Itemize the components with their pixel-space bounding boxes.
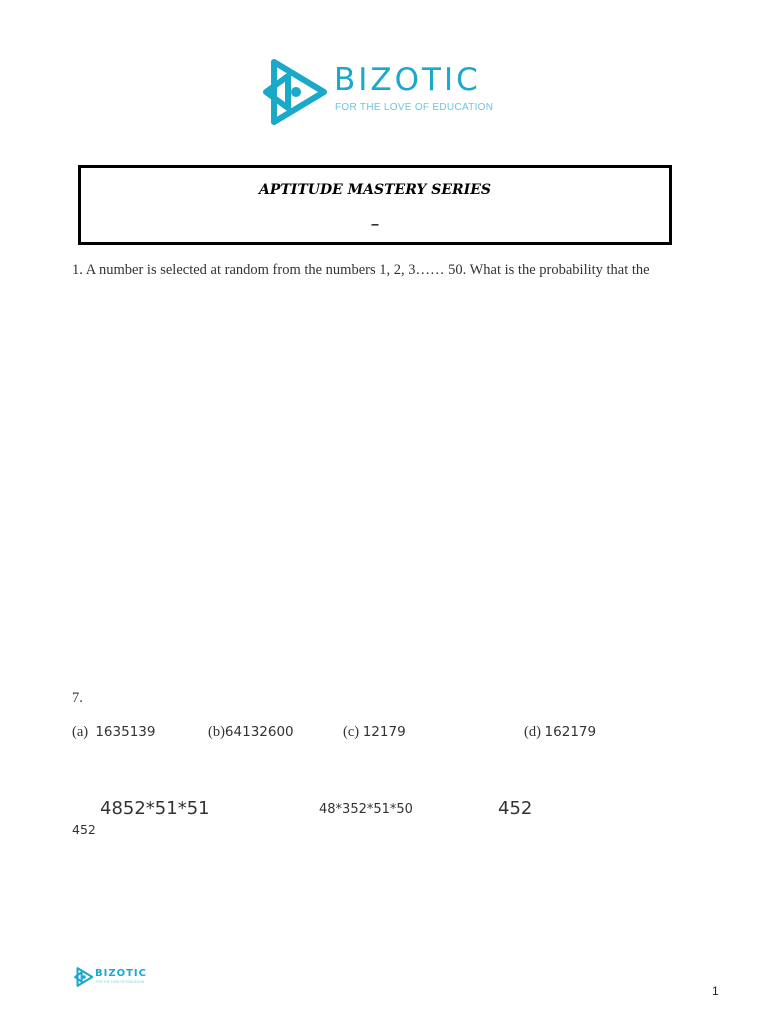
option-a-value: 1635139 bbox=[95, 724, 156, 740]
document-title: APTITUDE MASTERY SERIES bbox=[258, 182, 492, 198]
option-d-value: 162179 bbox=[544, 724, 597, 740]
document-subtitle: _ bbox=[371, 210, 379, 226]
calculation-expression-4: 452 bbox=[72, 822, 96, 837]
option-c-label: (c) bbox=[343, 724, 360, 740]
title-box bbox=[78, 165, 672, 245]
calculation-expression-2: 48*352*51*50 bbox=[319, 802, 413, 817]
question-1-text: 1. A number is selected at random from the numbers 1, 2, 3…… 50. What is the probability that the bbox=[72, 262, 650, 278]
question-7-number: 7. bbox=[72, 690, 83, 706]
bizotic-logo bbox=[262, 58, 502, 128]
logo-name: BIZOTIC bbox=[334, 62, 481, 98]
option-c-value: 12179 bbox=[362, 724, 406, 740]
bizotic-logo-icon bbox=[262, 58, 330, 126]
page-number: 1 bbox=[712, 984, 719, 998]
logo-tagline: FOR THE LOVE OF EDUCATION bbox=[335, 102, 494, 113]
option-d bbox=[524, 724, 596, 741]
footer-logo-name: BIZOTIC bbox=[95, 968, 147, 979]
footer-logo-tagline: FOR THE LOVE OF EDUCATION bbox=[96, 980, 145, 984]
calculation-expression-1: 4852*51*51 bbox=[100, 798, 210, 819]
option-a bbox=[72, 724, 155, 741]
footer-logo bbox=[74, 966, 154, 988]
option-b-label: (b) bbox=[208, 724, 225, 740]
calculation-expression-3: 452 bbox=[498, 798, 533, 819]
option-a-label: (a) bbox=[72, 724, 89, 740]
footer-logo-icon bbox=[74, 966, 94, 988]
option-b-value: 64132600 bbox=[224, 724, 294, 740]
option-c bbox=[343, 724, 406, 741]
option-b bbox=[208, 724, 294, 741]
option-d-label: (d) bbox=[524, 724, 541, 740]
